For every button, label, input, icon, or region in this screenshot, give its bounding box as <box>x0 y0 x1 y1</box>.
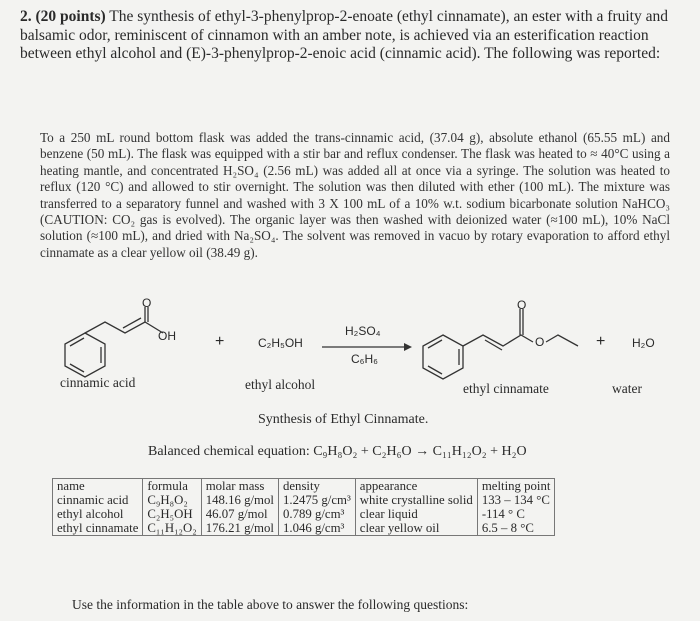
table-cell: -114 ° C <box>477 507 555 521</box>
synthesis-caption: Synthesis of Ethyl Cinnamate. <box>258 412 429 427</box>
ester-oxygen: O <box>535 335 545 349</box>
benzene-ring-ester <box>423 335 463 379</box>
label-cinnamic-acid: cinnamic acid <box>60 375 136 390</box>
reaction-scheme <box>0 295 700 405</box>
table-cell: 133 – 134 °C <box>477 493 555 507</box>
table-cell: clear yellow oil <box>355 521 477 536</box>
table-cell: cinnamic acid <box>53 493 143 507</box>
plus-sign-1: + <box>215 333 225 350</box>
table-cell: 6.5 – 8 °C <box>477 521 555 536</box>
table-row <box>53 507 555 521</box>
table-cell: 46.07 g/mol <box>201 507 278 521</box>
table-cell: C₉H₈O₂ <box>143 493 201 507</box>
instructions-footer: Use the information in the table above to answer the following questions: <box>72 597 469 612</box>
properties-table <box>52 478 555 536</box>
table-cell: 1.2475 g/cm³ <box>278 493 355 507</box>
question-text: The synthesis of ethyl-3-phenylprop-2-enoate (ethyl cinnamate), an ester with a fruity and balsamic odor, reminiscent of cinnamon with an amber note, is achieved via an esterification reaction between ethyl alcohol and (E)-3-phenylprop-2-enoic acid (cinnamic acid). The following was reported: <box>20 8 668 62</box>
ester-carbonyl-o: O <box>517 298 527 312</box>
table-header: density <box>278 479 355 494</box>
label-ethyl-cinnamate: ethyl cinnamate <box>463 381 549 396</box>
question-prompt <box>20 8 688 64</box>
table-header: melting point <box>477 479 555 494</box>
table-row <box>53 493 555 507</box>
table-row <box>53 521 555 536</box>
table-cell: white crystalline solid <box>355 493 477 507</box>
plus-sign-2: + <box>596 333 606 350</box>
table-header: formula <box>143 479 201 494</box>
benzene-ring-acid <box>65 333 105 377</box>
catalyst-label: H₂SO₄ <box>345 324 381 338</box>
table-cell: 0.789 g/cm³ <box>278 507 355 521</box>
table-cell: 148.16 g/mol <box>201 493 278 507</box>
table-header: appearance <box>355 479 477 494</box>
question-number: 2. (20 points) <box>20 8 106 25</box>
label-ethyl-alcohol: ethyl alcohol <box>245 377 316 392</box>
acid-oh-label: OH <box>158 329 176 343</box>
table-cell: clear liquid <box>355 507 477 521</box>
ethanol-formula: C₂H₅OH <box>258 336 303 350</box>
table-cell: ethyl alcohol <box>53 507 143 521</box>
table-cell: C₁₁H₁₂O₂ <box>143 521 201 536</box>
table-header-row <box>53 479 555 494</box>
label-water: water <box>612 381 642 396</box>
table-cell: 1.046 g/cm³ <box>278 521 355 536</box>
table-cell: 176.21 g/mol <box>201 521 278 536</box>
water-formula: H₂O <box>632 336 655 350</box>
balanced-equation: Balanced chemical equation: C₉H₈O₂ + C₂H₆O → C₁₁H₁₂O₂ + H₂O <box>148 444 527 459</box>
acid-carbonyl-o: O <box>142 296 152 310</box>
table-header: name <box>53 479 143 494</box>
table-cell: C₂H₅OH <box>143 507 201 521</box>
table-header: molar mass <box>201 479 278 494</box>
procedure-paragraph: To a 250 mL round bottom flask was added the trans-cinnamic acid, (37.04 g), absolute ethanol (65.55 mL) and benzene (50 mL). The flask was equipped with a stir bar and reflux condenser. The flask was heated to ≈ 40°C using a heating mantle, and concentrated H₂SO₄ (2.56 mL) was added all at once via a syringe. The solution was heated to reflux (120 °C) and allowed to stir overnight. The solution was then diluted with ether (100 mL). The mixture was transferred to a separatory funnel and washed with 3 X 100 mL of a 10% w.t. sodium bicarbonate solution NaHCO₃ (CAUTION: CO₂ gas is evolved). The organic layer was then washed with deionized water (≈100 mL), 10% NaCl solution (≈100 mL), and dried with Na₂SO₄. The solvent was removed in vacuo by rotary evaporation to afford ethyl cinnamate as a clear yellow oil (38.49 g). <box>40 130 670 260</box>
solvent-label: C₆H₆ <box>351 352 379 366</box>
table-cell: ethyl cinnamate <box>53 521 143 536</box>
